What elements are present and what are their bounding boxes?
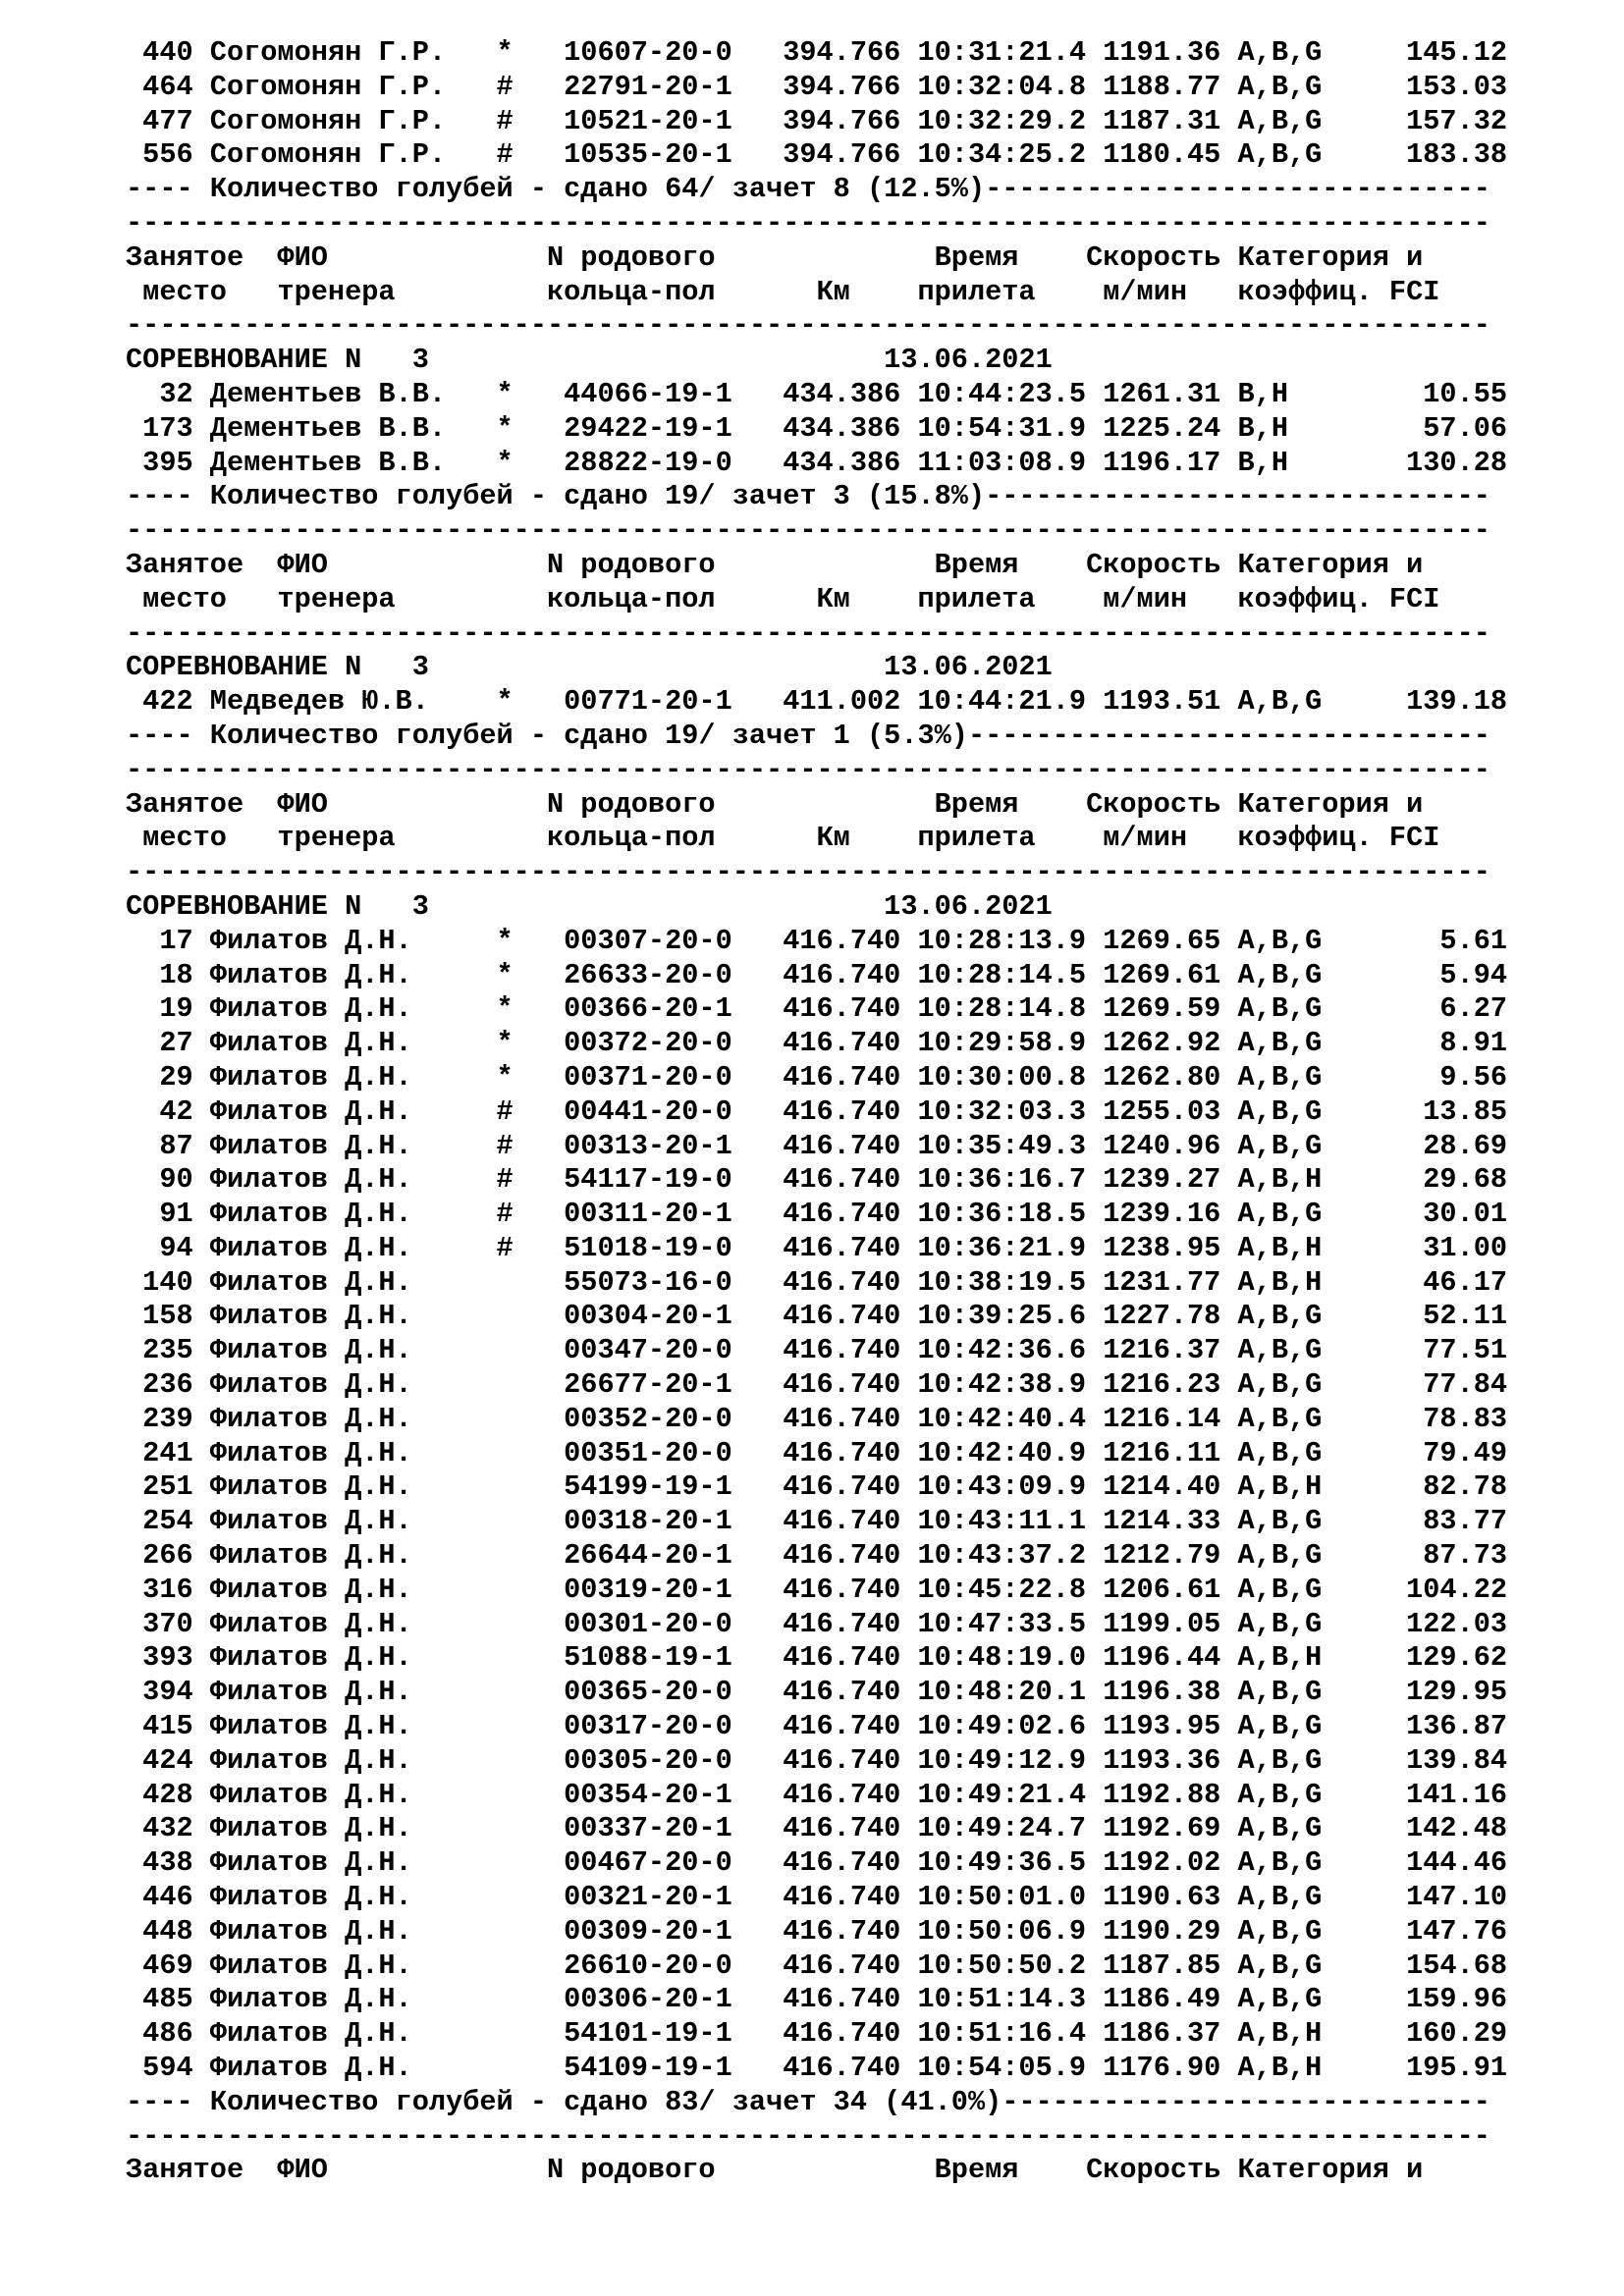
table-header: Занятое ФИО N родового Время Скорость Категория и: [126, 787, 1424, 821]
result-row: 236 Филатов Д.Н. 26677-20-1 416.740 10:42:38.9 1216.23 A,B,G 77.84: [126, 1368, 1508, 1402]
result-row: 485 Филатов Д.Н. 00306-20-1 416.740 10:51:14.3 1186.49 A,B,G 159.96: [126, 1983, 1508, 2016]
result-row: 438 Филатов Д.Н. 00467-20-0 416.740 10:49:36.5 1192.02 A,B,G 144.46: [126, 1846, 1508, 1880]
result-row: 42 Филатов Д.Н. # 00441-20-0 416.740 10:32:03.3 1255.03 A,B,G 13.85: [126, 1095, 1508, 1128]
result-row: 18 Филатов Д.Н. * 26633-20-0 416.740 10:28:14.5 1269.61 A,B,G 5.94: [126, 958, 1508, 991]
result-row: 140 Филатов Д.Н. 55073-16-0 416.740 10:38:19.5 1231.77 A,B,H 46.17: [126, 1265, 1508, 1299]
result-row: 477 Согомонян Г.Р. # 10521-20-1 394.766 10:32:29.2 1187.31 A,B,G 157.32: [126, 104, 1508, 137]
divider: ---------------------------------------------------------------------------------: [126, 2119, 1490, 2153]
divider: ---------------------------------------------------------------------------------: [126, 616, 1490, 650]
result-row: 394 Филатов Д.Н. 00365-20-0 416.740 10:48:20.1 1196.38 A,B,G 129.95: [126, 1676, 1508, 1709]
divider: ---------------------------------------------------------------------------------: [126, 856, 1490, 889]
result-row: 446 Филатов Д.Н. 00321-20-1 416.740 10:50:01.0 1190.63 A,B,G 147.10: [126, 1881, 1508, 1914]
result-row: 32 Дементьев В.В. * 44066-19-1 434.386 10:44:23.5 1261.31 B,H 10.55: [126, 377, 1508, 410]
table-header: Занятое ФИО N родового Время Скорость Категория и: [126, 2154, 1424, 2187]
summary-line: ---- Количество голубей - сдано 19/ зачет 1 (5.3%)-------------------------------: [126, 719, 1490, 752]
result-row: 27 Филатов Д.Н. * 00372-20-0 416.740 10:29:58.9 1262.92 A,B,G 8.91: [126, 1027, 1508, 1060]
result-row: 594 Филатов Д.Н. 54109-19-1 416.740 10:54:05.9 1176.90 A,B,H 195.91: [126, 2052, 1508, 2085]
result-row: 235 Филатов Д.Н. 00347-20-0 416.740 10:42:36.6 1216.37 A,B,G 77.51: [126, 1334, 1508, 1367]
result-row: 464 Согомонян Г.Р. # 22791-20-1 394.766 10:32:04.8 1188.77 A,B,G 153.03: [126, 70, 1508, 103]
result-row: 241 Филатов Д.Н. 00351-20-0 416.740 10:42:40.9 1216.11 A,B,G 79.49: [126, 1436, 1508, 1469]
result-row: 469 Филатов Д.Н. 26610-20-0 416.740 10:50:50.2 1187.85 A,B,G 154.68: [126, 1949, 1508, 1982]
result-row: 17 Филатов Д.Н. * 00307-20-0 416.740 10:28:13.9 1269.65 A,B,G 5.61: [126, 924, 1508, 957]
competition-heading: СОРЕВНОВАНИЕ N 3 13.06.2021: [126, 651, 1053, 684]
divider: ---------------------------------------------------------------------------------: [126, 514, 1490, 548]
result-row: 87 Филатов Д.Н. # 00313-20-1 416.740 10:35:49.3 1240.96 A,B,G 28.69: [126, 1129, 1508, 1162]
result-row: 448 Филатов Д.Н. 00309-20-1 416.740 10:50:06.9 1190.29 A,B,G 147.76: [126, 1914, 1508, 1948]
result-row: 370 Филатов Д.Н. 00301-20-0 416.740 10:47:33.5 1199.05 A,B,G 122.03: [126, 1607, 1508, 1640]
result-row: 486 Филатов Д.Н. 54101-19-1 416.740 10:51:16.4 1186.37 A,B,H 160.29: [126, 2017, 1508, 2051]
summary-line: ---- Количество голубей - сдано 83/ зачет 34 (41.0%)-----------------------------: [126, 2085, 1490, 2118]
competition-heading: СОРЕВНОВАНИЕ N 3 13.06.2021: [126, 889, 1053, 923]
summary-line: ---- Количество голубей - сдано 19/ зачет 3 (15.8%)------------------------------: [126, 480, 1490, 513]
result-row: 29 Филатов Д.Н. * 00371-20-0 416.740 10:30:00.8 1262.80 A,B,G 9.56: [126, 1060, 1508, 1094]
result-row: 158 Филатов Д.Н. 00304-20-1 416.740 10:39:25.6 1227.78 A,B,G 52.11: [126, 1300, 1508, 1333]
result-row: 91 Филатов Д.Н. # 00311-20-1 416.740 10:36:18.5 1239.16 A,B,G 30.01: [126, 1198, 1508, 1231]
result-row: 251 Филатов Д.Н. 54199-19-1 416.740 10:43:09.9 1214.40 A,B,H 82.78: [126, 1470, 1508, 1504]
divider: ---------------------------------------------------------------------------------: [126, 206, 1490, 240]
competition-heading: СОРЕВНОВАНИЕ N 3 13.06.2021: [126, 344, 1053, 377]
result-row: 432 Филатов Д.Н. 00337-20-1 416.740 10:49:24.7 1192.69 A,B,G 142.48: [126, 1812, 1508, 1845]
result-row: 440 Согомонян Г.Р. * 10607-20-0 394.766 10:31:21.4 1191.36 A,B,G 145.12: [126, 36, 1508, 69]
result-row: 239 Филатов Д.Н. 00352-20-0 416.740 10:42:40.4 1216.14 A,B,G 78.83: [126, 1402, 1508, 1435]
result-row: 556 Согомонян Г.Р. # 10535-20-1 394.766 10:34:25.2 1180.45 A,B,G 183.38: [126, 138, 1508, 172]
result-row: 90 Филатов Д.Н. # 54117-19-0 416.740 10:36:16.7 1239.27 A,B,H 29.68: [126, 1163, 1508, 1197]
table-header: место тренера кольца-пол Км прилета м/мин коэффиц. FCI: [126, 582, 1440, 615]
result-row: 393 Филатов Д.Н. 51088-19-1 416.740 10:48:19.0 1196.44 A,B,H 129.62: [126, 1641, 1508, 1675]
result-row: 316 Филатов Д.Н. 00319-20-1 416.740 10:45:22.8 1206.61 A,B,G 104.22: [126, 1573, 1508, 1606]
table-header: Занятое ФИО N родового Время Скорость Категория и: [126, 548, 1424, 581]
result-row: 428 Филатов Д.Н. 00354-20-1 416.740 10:49:21.4 1192.88 A,B,G 141.16: [126, 1778, 1508, 1811]
result-row: 424 Филатов Д.Н. 00305-20-0 416.740 10:49:12.9 1193.36 A,B,G 139.84: [126, 1743, 1508, 1777]
result-row: 415 Филатов Д.Н. 00317-20-0 416.740 10:49:02.6 1193.95 A,B,G 136.87: [126, 1710, 1508, 1743]
result-row: 395 Дементьев В.В. * 28822-19-0 434.386 11:03:08.9 1196.17 B,H 130.28: [126, 446, 1508, 479]
results-report: [0, 36, 1624, 2188]
divider: ---------------------------------------------------------------------------------: [126, 753, 1490, 786]
summary-line: ---- Количество голубей - сдано 64/ зачет 8 (12.5%)------------------------------: [126, 173, 1490, 206]
table-header: Занятое ФИО N родового Время Скорость Категория и: [126, 240, 1424, 274]
result-row: 254 Филатов Д.Н. 00318-20-1 416.740 10:43:11.1 1214.33 A,B,G 83.77: [126, 1505, 1508, 1538]
result-row: 19 Филатов Д.Н. * 00366-20-1 416.740 10:28:14.8 1269.59 A,B,G 6.27: [126, 992, 1508, 1026]
result-row: 422 Медведев Ю.В. * 00771-20-1 411.002 10:44:21.9 1193.51 A,B,G 139.18: [126, 685, 1508, 719]
result-row: 94 Филатов Д.Н. # 51018-19-0 416.740 10:36:21.9 1238.95 A,B,H 31.00: [126, 1231, 1508, 1264]
result-row: 173 Дементьев В.В. * 29422-19-1 434.386 10:54:31.9 1225.24 B,H 57.06: [126, 411, 1508, 445]
divider: ---------------------------------------------------------------------------------: [126, 309, 1490, 343]
result-row: 266 Филатов Д.Н. 26644-20-1 416.740 10:43:37.2 1212.79 A,B,G 87.73: [126, 1539, 1508, 1573]
table-header: место тренера кольца-пол Км прилета м/мин коэффиц. FCI: [126, 822, 1440, 855]
table-header: место тренера кольца-пол Км прилета м/мин коэффиц. FCI: [126, 275, 1440, 308]
